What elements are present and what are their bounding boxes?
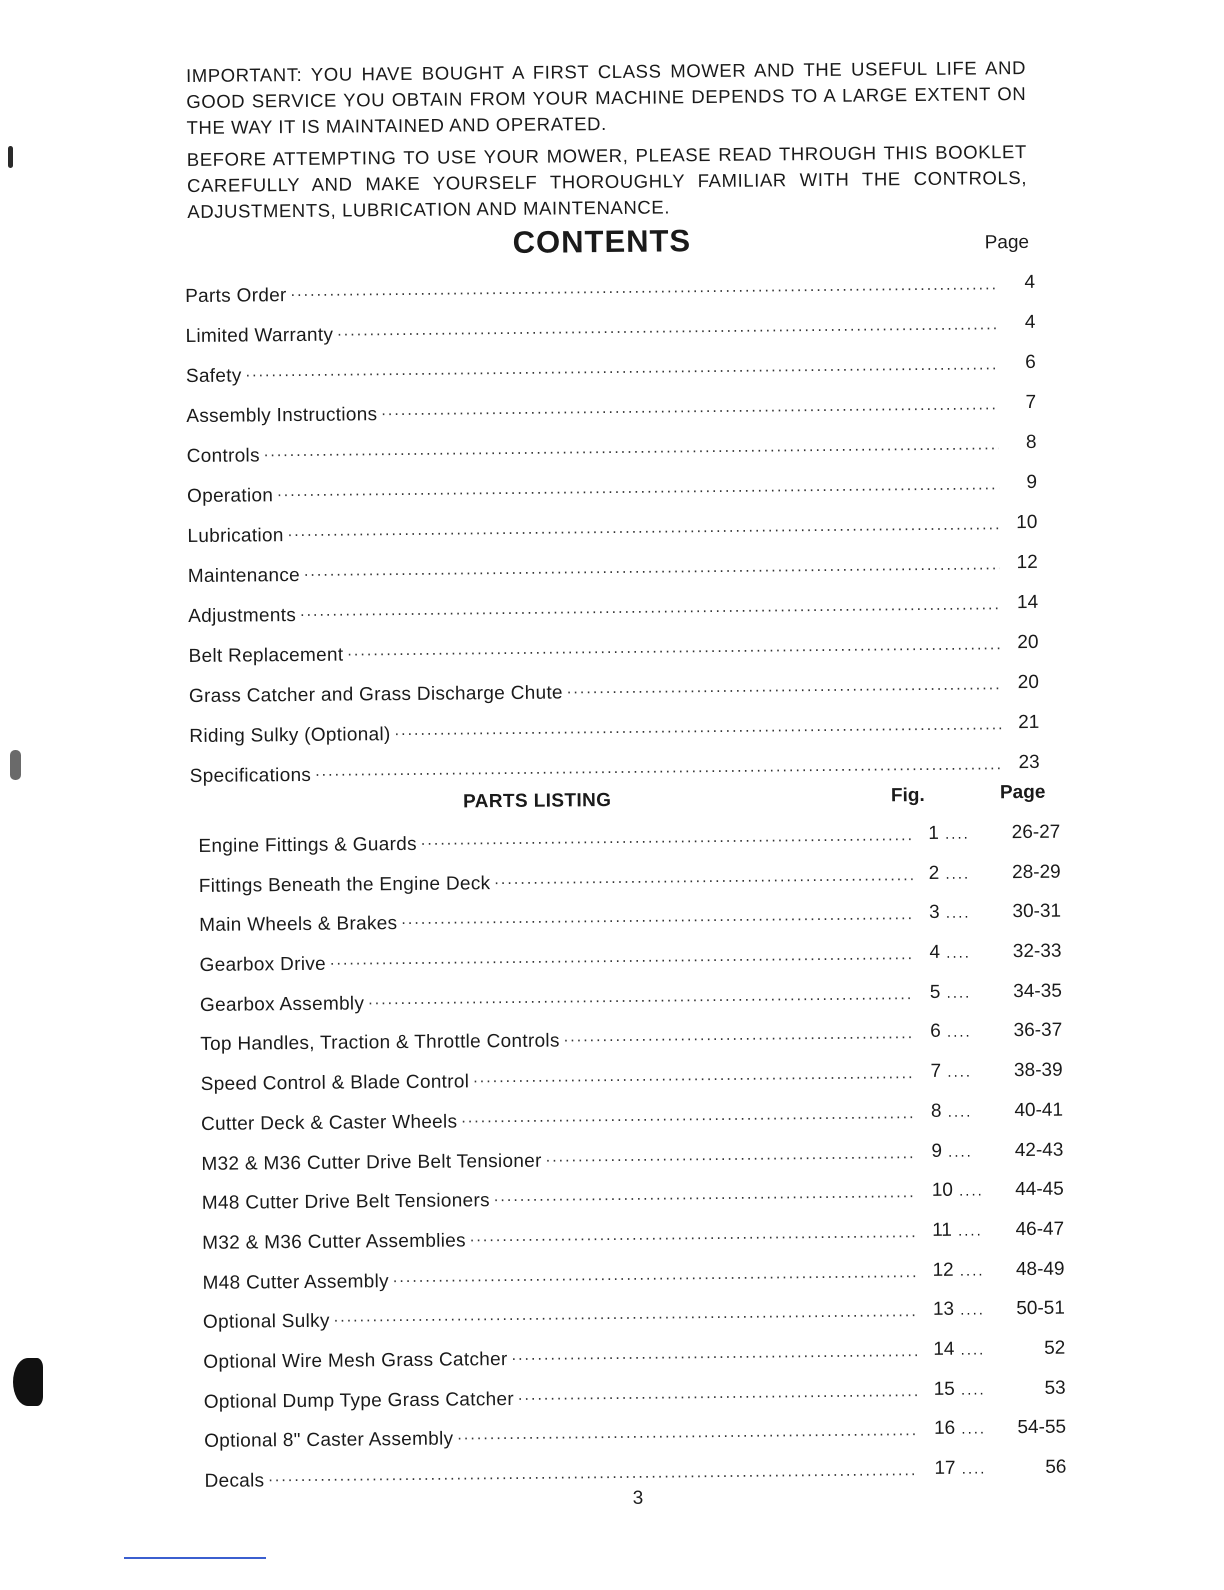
parts-entry-fig bbox=[912, 822, 998, 845]
parts-entry-fig-number: 13 bbox=[932, 1298, 955, 1321]
fig-dot-leader: .... bbox=[953, 1261, 985, 1280]
margin-binding-mark bbox=[8, 146, 13, 168]
parts-entry-title: M32 & M36 Cutter Drive Belt Tensioner bbox=[201, 1150, 542, 1175]
parts-entry-fig-number: 17 bbox=[934, 1457, 956, 1479]
parts-entry-page: 50-51 bbox=[1016, 1297, 1066, 1320]
parts-entry-fig-number: 8 bbox=[930, 1100, 942, 1122]
contents-list bbox=[185, 272, 1040, 800]
fig-dot-leader: .... bbox=[941, 1103, 973, 1121]
contents-entry-page: 7 bbox=[1025, 391, 1037, 413]
dot-leader bbox=[461, 1101, 915, 1127]
contents-entry-page: 14 bbox=[1016, 591, 1039, 614]
contents-entry-page: 4 bbox=[1024, 311, 1036, 333]
contents-entry-title: Controls bbox=[186, 445, 260, 468]
parts-entry-page: 30-31 bbox=[1012, 901, 1062, 923]
contents-entry-title: Parts Order bbox=[185, 285, 287, 308]
parts-entry-fig bbox=[915, 1060, 1001, 1083]
parts-listing-list bbox=[198, 822, 1066, 1505]
dot-leader bbox=[457, 1418, 918, 1444]
fig-dot-leader: .... bbox=[953, 1301, 985, 1319]
parts-entry-fig-number: 10 bbox=[931, 1179, 954, 1202]
dot-leader bbox=[394, 712, 1001, 740]
parts-entry-fig-number: 12 bbox=[932, 1259, 954, 1281]
parts-entry-title: Optional Sulky bbox=[202, 1310, 330, 1334]
fig-dot-leader: .... bbox=[955, 1460, 987, 1478]
parts-entry-fig bbox=[918, 1457, 1004, 1480]
parts-entry-fig bbox=[916, 1259, 1002, 1282]
dot-leader bbox=[421, 823, 913, 850]
parts-entry-title: Optional 8" Caster Assembly bbox=[204, 1428, 454, 1453]
parts-entry-fig-number: 15 bbox=[933, 1378, 955, 1400]
parts-entry-page: 32-33 bbox=[1012, 940, 1062, 963]
parts-entry-fig-number: 3 bbox=[928, 902, 940, 924]
parts-entry-fig-number: 6 bbox=[930, 1021, 941, 1043]
contents-entry-title: Belt Replacement bbox=[188, 644, 344, 668]
dot-leader bbox=[511, 1339, 917, 1365]
parts-entry-fig bbox=[916, 1219, 1002, 1242]
dot-leader bbox=[368, 982, 914, 1009]
parts-entry-fig bbox=[914, 1021, 1000, 1044]
dot-leader bbox=[334, 1299, 917, 1327]
parts-entry-title: M32 & M36 Cutter Assemblies bbox=[202, 1230, 466, 1254]
parts-entry-page: 38-39 bbox=[1013, 1059, 1063, 1082]
parts-entry-title: M48 Cutter Assembly bbox=[202, 1270, 389, 1294]
parts-page-header: Page bbox=[999, 781, 1046, 804]
fig-dot-leader: .... bbox=[939, 944, 971, 962]
dot-leader bbox=[401, 902, 913, 929]
dot-leader bbox=[494, 1180, 916, 1206]
dot-leader bbox=[290, 272, 997, 301]
parts-entry-fig bbox=[917, 1338, 1003, 1361]
contents-entry-page: 9 bbox=[1026, 471, 1038, 493]
parts-entry-page: 52 bbox=[1044, 1337, 1066, 1359]
dot-leader bbox=[518, 1379, 918, 1405]
contents-entry-title: Specifications bbox=[189, 764, 312, 788]
parts-entry-page: 48-49 bbox=[1015, 1258, 1065, 1280]
dot-leader bbox=[330, 942, 914, 970]
contents-entry-title: Lubrication bbox=[187, 525, 284, 548]
contents-entry-page: 6 bbox=[1025, 351, 1036, 373]
fig-dot-leader: .... bbox=[939, 904, 971, 923]
parts-entry-page: 53 bbox=[1044, 1377, 1066, 1399]
parts-entry-title: Gearbox Drive bbox=[199, 953, 327, 977]
dot-leader bbox=[564, 1022, 915, 1047]
fig-dot-leader: .... bbox=[954, 1381, 986, 1399]
parts-entry-fig bbox=[913, 902, 999, 925]
contents-entry-page: 23 bbox=[1018, 751, 1040, 774]
parts-entry-page: 46-47 bbox=[1015, 1218, 1065, 1241]
parts-entry-fig bbox=[913, 941, 999, 964]
parts-entry-title: Speed Control & Blade Control bbox=[200, 1071, 470, 1096]
parts-entry-fig bbox=[918, 1378, 1004, 1401]
parts-entry-fig-number: 11 bbox=[932, 1219, 952, 1241]
contents-entry-title: Riding Sulky (Optional) bbox=[189, 724, 391, 748]
dot-leader bbox=[381, 392, 998, 420]
contents-entry-page: 4 bbox=[1024, 271, 1036, 293]
parts-entry-page: 56 bbox=[1045, 1456, 1067, 1478]
dot-leader bbox=[473, 1061, 915, 1087]
margin-binding-mark bbox=[10, 750, 21, 780]
parts-entry-fig-number: 16 bbox=[933, 1418, 956, 1440]
parts-fig-header: Fig. bbox=[890, 784, 925, 807]
parts-entry-page: 34-35 bbox=[1013, 980, 1062, 1002]
parts-entry-page: 40-41 bbox=[1014, 1099, 1064, 1121]
fig-dot-leader: .... bbox=[938, 825, 970, 843]
parts-entry-fig-number: 5 bbox=[929, 981, 941, 1003]
contents-page-header: Page bbox=[984, 231, 1030, 254]
scan-edge-line bbox=[124, 1557, 266, 1559]
parts-entry-title: M48 Cutter Drive Belt Tensioners bbox=[201, 1190, 490, 1215]
fig-dot-leader: .... bbox=[939, 865, 971, 883]
parts-listing-title: PARTS LISTING bbox=[462, 789, 612, 813]
parts-entry-title: Optional Wire Mesh Grass Catcher bbox=[203, 1348, 508, 1373]
dot-leader bbox=[546, 1141, 916, 1167]
fig-dot-leader: .... bbox=[955, 1420, 987, 1439]
margin-hole-punch-mark bbox=[13, 1358, 43, 1406]
parts-entry-fig bbox=[913, 862, 999, 885]
parts-entry-title: Top Handles, Traction & Throttle Controls bbox=[200, 1030, 560, 1056]
parts-entry-page: 36-37 bbox=[1013, 1020, 1063, 1042]
parts-entry-fig bbox=[915, 1140, 1001, 1163]
parts-entry-page: 44-45 bbox=[1015, 1178, 1064, 1201]
contents-entry-title: Limited Warranty bbox=[185, 324, 334, 348]
contents-entry-title: Safety bbox=[185, 365, 242, 388]
parts-entry-fig bbox=[914, 981, 1000, 1004]
parts-entry-page: 28-29 bbox=[1012, 861, 1061, 883]
parts-entry-title: Gearbox Assembly bbox=[199, 993, 365, 1016]
parts-entry-fig bbox=[915, 1100, 1001, 1123]
intro-important-paragraph: IMPORTANT: YOU HAVE BOUGHT A FIRST CLASS MOWER AND THE USEFUL LIFE AND GOOD SERVICE YOU OBTAIN FROM YOUR MACHINE DEPENDS TO A LARGE EXTENT ON THE WAY IT IS MAINTAINED AND OPERATED. bbox=[185, 56, 1027, 138]
page-number: 3 bbox=[632, 1487, 644, 1509]
contents-entry-title: Operation bbox=[186, 485, 274, 508]
intro-before-paragraph: BEFORE ATTEMPTING TO USE YOUR MOWER, PLEASE READ THROUGH THIS BOOKLET CAREFULLY AND MAKE YOURSELF THOROUGHLY FAMILIAR WITH THE CONTROLS, ADJUSTMENTS, LUBRICATION AND MAINTENANCE. bbox=[186, 140, 1028, 222]
parts-entry-title: Main Wheels & Brakes bbox=[199, 913, 398, 937]
parts-entry-page: 26-27 bbox=[1011, 821, 1061, 844]
parts-entry-page: 42-43 bbox=[1014, 1139, 1064, 1161]
contents-entry-title: Adjustments bbox=[188, 605, 297, 628]
contents-entry-page: 21 bbox=[1018, 711, 1040, 734]
parts-entry-title: Fittings Beneath the Engine Deck bbox=[198, 872, 491, 897]
dot-leader bbox=[567, 672, 1001, 698]
parts-entry-fig-number: 1 bbox=[928, 822, 940, 844]
parts-entry-fig bbox=[916, 1179, 1002, 1202]
parts-entry-fig-number: 9 bbox=[931, 1140, 943, 1162]
fig-dot-leader: .... bbox=[940, 1023, 972, 1042]
contents-entry-title: Assembly Instructions bbox=[186, 404, 378, 428]
contents-title: CONTENTS bbox=[512, 223, 692, 260]
fig-dot-leader: .... bbox=[941, 1143, 973, 1161]
parts-entry-fig bbox=[917, 1299, 1003, 1322]
fig-dot-leader: .... bbox=[951, 1222, 983, 1240]
contents-entry-page: 10 bbox=[1016, 511, 1038, 534]
parts-entry-title: Cutter Deck & Caster Wheels bbox=[200, 1111, 458, 1135]
contents-entry-page: 12 bbox=[1016, 551, 1038, 574]
contents-entry-title: Grass Catcher and Grass Discharge Chute bbox=[188, 682, 563, 708]
contents-entry-title: Maintenance bbox=[187, 564, 301, 588]
parts-entry-page: 54-55 bbox=[1017, 1416, 1067, 1439]
dot-leader bbox=[470, 1220, 917, 1246]
contents-entry-page: 8 bbox=[1025, 431, 1037, 453]
fig-dot-leader: .... bbox=[940, 984, 972, 1002]
parts-entry-title: Engine Fittings & Guards bbox=[198, 833, 417, 857]
parts-entry-fig-number: 7 bbox=[930, 1060, 942, 1083]
parts-entry-fig-number: 2 bbox=[928, 862, 940, 884]
parts-entry-fig-number: 4 bbox=[929, 941, 941, 964]
dot-leader bbox=[494, 863, 913, 889]
fig-dot-leader: .... bbox=[952, 1182, 984, 1200]
parts-entry-fig-number: 14 bbox=[933, 1338, 955, 1360]
fig-dot-leader: .... bbox=[941, 1063, 973, 1081]
parts-entry-fig bbox=[918, 1418, 1004, 1441]
fig-dot-leader: .... bbox=[954, 1341, 986, 1359]
dot-leader bbox=[393, 1260, 917, 1287]
parts-entry-title: Decals bbox=[204, 1470, 265, 1492]
contents-entry-page: 20 bbox=[1017, 631, 1039, 654]
parts-entry-title: Optional Dump Type Grass Catcher bbox=[203, 1388, 515, 1413]
contents-entry-page: 20 bbox=[1017, 671, 1039, 694]
